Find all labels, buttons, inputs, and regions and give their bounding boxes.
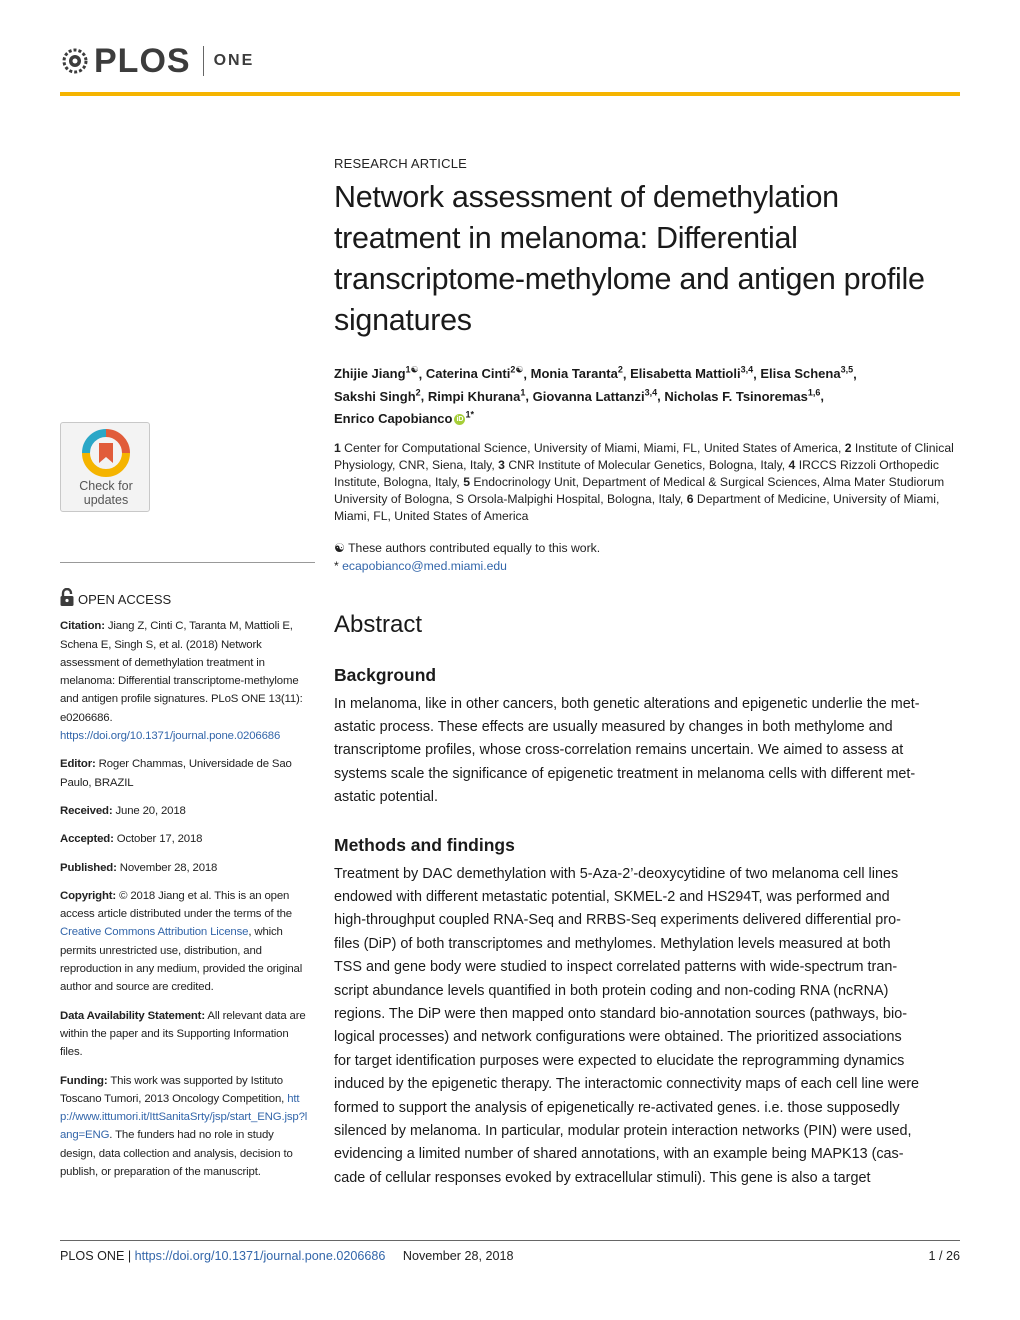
corresponding-marker: * [334,558,339,573]
text-line: logical processes) and network configurations were obtained. The prioritized associations [334,1029,902,1046]
received-text: June 20, 2018 [115,804,186,817]
funding [60,1072,310,1182]
abstract-heading: Abstract [334,610,423,638]
author-affil: 1 [520,387,526,398]
open-access-text: OPEN ACCESS [78,591,172,607]
check-for-updates-label [61,479,151,507]
author[interactable] [334,389,421,404]
data-availability-label: Data Availability Statement: [60,1009,205,1022]
citation-label: Citation: [60,620,105,633]
funding-text: This work was supported by Istituto Toscano Tumori, 2013 Oncology Competition, [60,1074,285,1105]
text-line: In melanoma, like in other cancers, both genetic alterations and epigenetic underlie the met- [334,695,920,712]
text-line: astatic process. These effects are usually measured by changes in both methylome and [334,718,893,735]
editor [60,755,310,792]
editor-label: Editor: [60,758,96,771]
accepted-text: October 17, 2018 [116,833,203,846]
badge-line-1: Check for [79,479,133,493]
text-line: evidencing a limited number of shared annotations, with an example being MAPK13 (cas- [334,1146,904,1163]
accepted-date [60,830,310,848]
copyright-label: Copyright: [60,889,117,902]
affil-number: 5 [463,474,470,489]
editor-text: Roger Chammas, Universidade de Sao Paulo, BRAZIL [60,758,292,789]
crossmark-icon [82,429,130,477]
author[interactable] [760,366,853,381]
methods-paragraph [334,863,962,1191]
text-line: script abundance levels quantified in both protein coding and non-coding RNA (ncRNA) [334,982,889,999]
author-name: Caterina Cinti [425,366,511,382]
funding-link[interactable]: http://www.ittumori.it/IttSanitaSrty/jsp/start_ENG.jsp?lang=ENG [60,1092,308,1142]
received-label: Received: [60,804,113,817]
brand-name: PLOS [94,42,191,80]
author-name: Elisa Schena [760,366,841,382]
text-line: for target identification purposes were expected to elucidate the reprogramming dynamics [334,1052,905,1069]
author-affil: 2 [617,365,623,375]
affil-number: 6 [686,491,694,506]
article-type: RESEARCH ARTICLE [334,156,467,171]
text-line: TSS and gene body were studied to inspect correlated patterns with wide-spectrum tran- [334,959,898,976]
data-availability [60,1007,310,1062]
author[interactable] [334,366,419,381]
affil-text: Center for Computational Science, University of Miami, Miami, FL, United States of America, [344,440,842,455]
affil-number: 1 [334,440,341,455]
affil-text: CNR Institute of Molecular Genetics, Bologna, Italy, [508,457,786,472]
open-access-label [60,588,310,611]
article-main [334,156,962,1215]
published-text: November 28, 2018 [119,861,218,874]
citation-text: Jiang Z, Cinti C, Taranta M, Mattioli E, Schena E, Singh S, et al. (2018) Network assessment of demethylation treatment in melanoma: Differential transcriptome-methylome and antigen profile signatures. PLoS ONE 13(11): e0206686. [60,620,303,724]
text-line: transcriptome profiles, whose cross-correlation remains uncertain. We aimed to assess at [334,742,904,759]
author-affil: 3,4 [740,365,754,375]
author-affil: 3,4 [644,387,658,398]
text-line: files (DiP) of both transcriptomes and methylomes. Methylation levels measured at both [334,935,891,952]
accepted-label: Accepted: [60,833,114,846]
text-line: cade of cellular responses evoked by extracellular stimuli). This gene is also a target [334,1169,871,1186]
text-line: regions. The DiP were then mapped onto standard bio-annotation sources (pathways, bio- [334,1005,908,1022]
author-notes [334,539,962,575]
text-line: Treatment by DAC demethylation with 5-Aza-2’-deoxycytidine of two melanoma cell lines [334,865,899,882]
author-affil: 2☯ [510,365,524,375]
author-affil: 1,6 [807,387,821,398]
copyright [60,887,310,997]
text-line: silenced by melanoma. In particular, modular protein interaction networks (PIN) were used, [334,1123,912,1140]
corresponding-email-link[interactable]: ecapobianco@med.miami.edu [342,558,507,573]
correspondence [334,557,962,575]
affil-text: Institute of Clinical Physiology, CNR, Siena, Italy, [334,440,954,472]
author[interactable] [630,366,753,381]
open-lock-icon [60,588,74,611]
header-rule [60,92,960,96]
footer-doi-link[interactable]: https://doi.org/10.1371/journal.pone.0206686 [134,1249,386,1263]
author-name: Sakshi Singh [334,388,416,404]
copyright-text: © 2018 Jiang et al. This is an open access article distributed under the terms of the [60,889,292,921]
published-date [60,859,310,877]
citation-doi-link[interactable]: https://doi.org/10.1371/journal.pone.0206686 [60,730,281,743]
author-affil: 1* [465,409,474,420]
page-number: 1 / 26 [928,1249,960,1263]
received-date [60,802,310,820]
methods-heading: Methods and findings [334,834,515,855]
affiliations [334,440,962,525]
funding-label: Funding: [60,1074,108,1087]
text-line: systems scale the significance of epigenetic treatment in melanoma cells with different met- [334,765,916,782]
badge-line-2: updates [83,493,129,507]
equal-contribution-note: ☯ These authors contributed equally to this work. [334,540,601,555]
orcid-icon[interactable]: iD [456,416,464,424]
sidebar-rule [60,562,315,563]
author-name: Elisabetta Mattioli [630,366,741,382]
author-name: Monia Taranta [530,366,618,382]
text-line: formed to support the analysis of epigenetically re-activated genes. i.e. those supposedly [334,1099,900,1116]
affil-text: IRCCS Rizzoli Orthopedic Institute, Bologna, Italy, [334,457,939,489]
author-name: Enrico Capobianco [334,410,453,426]
affil-text: Endocrinology Unit, Department of Medical & Surgical Sciences, Alma Mater Studiorum University of Bologna, S Orsola-Malpighi Hospital, Bologna, Italy, [334,474,945,506]
check-for-updates-badge[interactable] [60,422,150,512]
text-line: induced by the epigenetic therapy. The interactomic connectivity maps of each cell line were [334,1076,920,1093]
author[interactable] [334,411,474,426]
author-affil: 3,5 [840,365,854,375]
text-line: high-throughput coupled RNA-Seq and RRBS-Seq experiments delivered differential pro- [334,912,901,929]
journal-name: ONE [213,52,255,69]
article-title: Network assessment of demethylation treatment in melanoma: Differential transcriptome-methylome and antigen profile signatures [334,180,925,337]
author[interactable] [531,366,623,381]
author[interactable] [426,366,524,381]
logo-divider [203,46,204,76]
plos-logo-icon [60,46,90,76]
copyright-text-2: , which permits unrestricted use, distribution, and reproduction in any medium, provided the original author and source are credited. [60,926,303,994]
author-name: Zhijie Jiang [334,366,406,382]
author[interactable] [664,389,820,404]
background-paragraph [334,693,962,810]
funding-text-2: . The funders had no role in study design, data collection and analysis, decision to publish, or preparation of the manuscript. [60,1129,293,1179]
text-line: astatic potential. [334,789,438,806]
author-affil: 2 [415,387,421,398]
author-name: Rimpi Khurana [427,388,521,404]
background-heading: Background [334,664,437,685]
license-link[interactable]: Creative Commons Attribution License [60,926,249,939]
article-info-sidebar [60,588,310,1191]
footer-journal: PLOS ONE | [60,1249,132,1263]
author-name: Giovanna Lattanzi [532,388,645,404]
author-name: Nicholas F. Tsinoremas [664,388,808,404]
affil-number: 4 [788,457,796,472]
footer-rule [60,1240,960,1241]
author[interactable] [428,389,525,404]
author-affil: 1☯ [405,365,419,375]
plos-one-logo[interactable] [60,44,254,78]
author-list: Zhijie Jiang$^{1☯}$, Caterina Cinti$^{2☯}$, Monia Taranta$^2$, Elisabetta Mattioli$^{3,4}$, Elisa Schena$^{3,5}$, Sakshi Singh$^2$, Rimpi Khurana$^1$, Giovanna Lattanzi$^{3,4}$, Nicholas F. Tsinoremas$^{1,6}$, Enrico Capobianco iD $^{1*}$ [334,365,857,426]
footer-date: November 28, 2018 [402,1249,514,1263]
citation [60,617,310,745]
author[interactable] [533,389,657,404]
affil-number: 3 [498,457,505,472]
affil-number: 2 [844,440,852,455]
affil-text: Department of Medicine, University of Miami, Miami, FL, United States of America [334,491,940,523]
text-line: endowed with different metastatic potential, SKMEL-2 and HS294T, was performed and [334,888,890,905]
published-label: Published: [60,861,117,874]
data-availability-text: All relevant data are within the paper and its Supporting Information files. [60,1009,306,1059]
page-footer [60,1249,960,1263]
